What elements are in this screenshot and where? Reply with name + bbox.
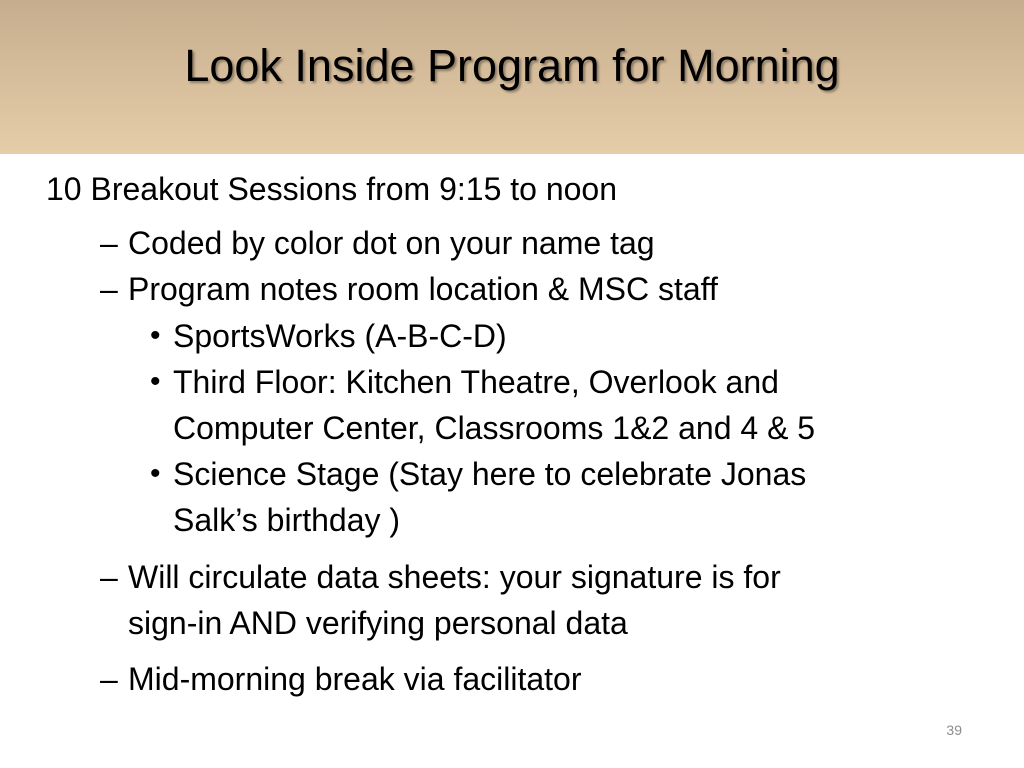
dash-marker: – [100,559,118,595]
slide-title: Look Inside Program for Morning [184,40,840,91]
slide-number: 39 [946,722,962,738]
dash-marker: – [100,271,118,307]
dash-marker: – [100,661,118,697]
bullet-third-floor-line1: Third Floor: Kitchen Theatre, Overlook and [173,364,779,400]
bullet-program-notes: Program notes room location & MSC staff [128,271,718,307]
bullet-sportsworks: SportsWorks (A-B-C-D) [173,318,507,354]
bullet-data-sheets-line1: Will circulate data sheets: your signature is for [128,559,781,595]
bullet-marker: • [150,319,161,352]
bullet-color-dot: Coded by color dot on your name tag [128,225,655,261]
bullet-science-stage-line2: Salk’s birthday ) [173,502,401,538]
bullet-marker: • [150,457,161,490]
bullet-science-stage-line1: Science Stage (Stay here to celebrate Jonas [173,456,807,492]
bullet-level1: 10 Breakout Sessions from 9:15 to noon [46,171,618,207]
bullet-third-floor-line2: Computer Center, Classrooms 1&2 and 4 & 5 [173,410,816,446]
bullet-break: Mid-morning break via facilitator [128,661,582,697]
bullet-data-sheets-line2: sign-in AND verifying personal data [128,605,628,641]
dash-marker: – [100,225,118,261]
bullet-marker: • [150,365,161,398]
